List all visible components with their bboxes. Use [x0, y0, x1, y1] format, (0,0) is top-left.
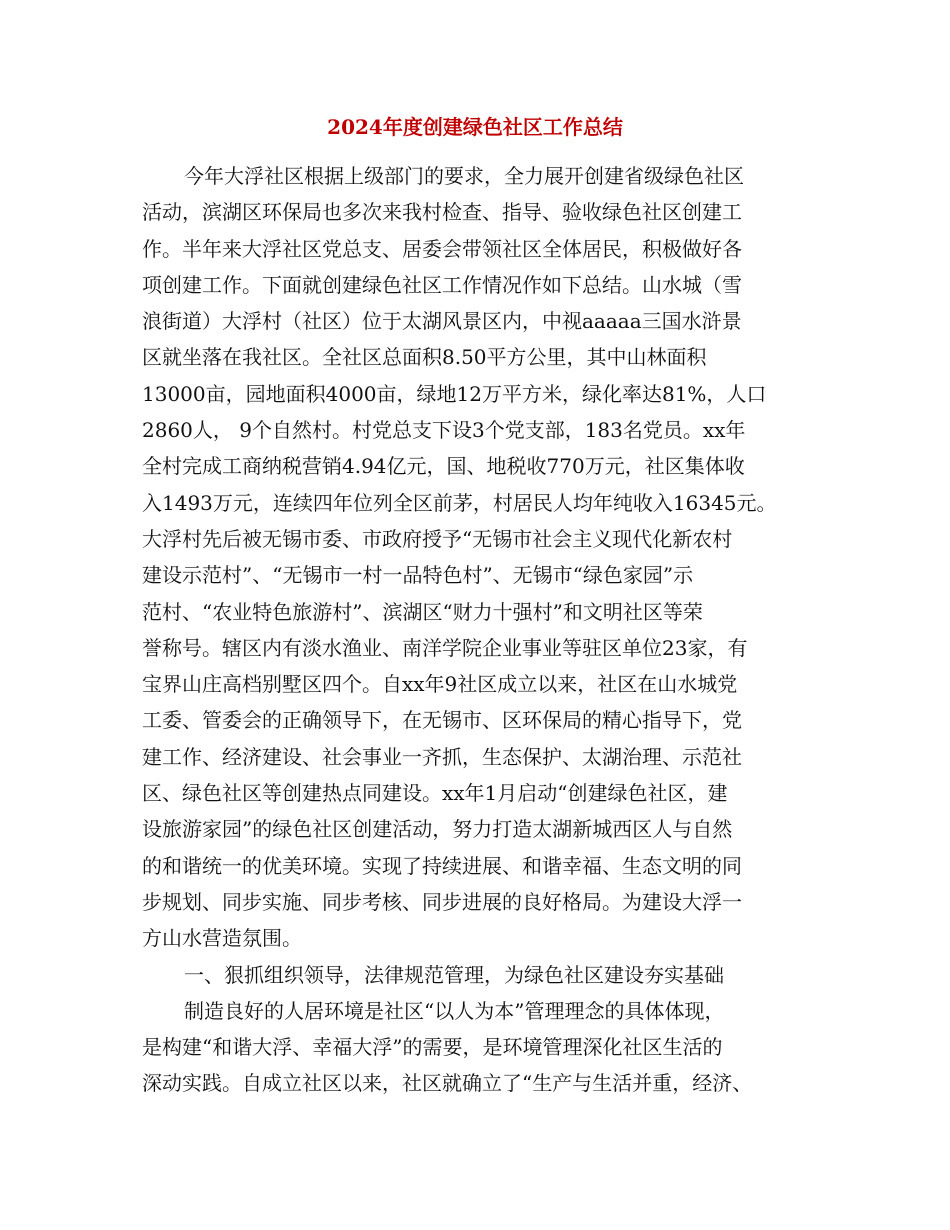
text-line: 设旅游家园”的绿色社区创建活动，努力打造太湖新城西区人与自然 — [142, 817, 733, 842]
text-line: 作。半年来大浮社区党总支、居委会带领社区全体居民，积极做好各 — [142, 236, 742, 261]
text-line: 2860人， 9个自然村。村党总支下设3个党支部，183名党员。xx年 — [142, 418, 746, 443]
text-line: 区就坐落在我社区。全社区总面积8.50平方公里，其中山林面积 — [142, 345, 707, 370]
text-line: 步规划、同步实施、同步考核、同步进展的良好格局。为建设大浮一 — [142, 889, 742, 914]
text-line: 宝界山庄高档别墅区四个。自xx年9社区成立以来，社区在山水城党 — [142, 672, 738, 697]
text-line: 方山水营造氛围。 — [142, 926, 302, 951]
document-body — [142, 158, 822, 1102]
document-title: 2024年度创建绿色社区工作总结 — [327, 115, 623, 139]
text-line: 的和谐统一的优美环境。实现了持续进展、和谐幸福、生态文明的同 — [142, 853, 742, 878]
text-line: 深动实践。自成立社区以来，社区就确立了“生产与生活并重，经济、 — [142, 1071, 753, 1096]
text-line: 全村完成工商纳税营销4.94亿元，国、地税收770万元，社区集体收 — [142, 454, 745, 479]
text-line: 入1493万元，连续四年位列全区前茅，村居民人均年纯收入16345元。 — [142, 490, 777, 515]
text-line: 活动，滨湖区环保局也多次来我村检查、指导、验收绿色社区创建工 — [142, 200, 742, 225]
text-line: 誉称号。辖区内有淡水渔业、南洋学院企业事业等驻区单位23家，有 — [142, 635, 748, 660]
text-line: 范村、“农业特色旅游村”、滨湖区“财力十强村”和文明社区等荣 — [142, 599, 703, 624]
text-line: 浪街道）大浮村（社区）位于太湖风景区内，中视aaaaa三国水浒景 — [142, 309, 742, 334]
text-line: 工委、管委会的正确领导下，在无锡市、区环保局的精心指导下，党 — [142, 708, 742, 733]
text-line: 项创建工作。下面就创建绿色社区工作情况作如下总结。山水城（雪 — [142, 272, 742, 297]
text-line: 13000亩，园地面积4000亩，绿地12万平方米，绿化率达81%，人口 — [142, 381, 767, 406]
text-line: 一、狠抓组织领导，法律规范管理，为绿色社区建设夯实基础 — [184, 962, 724, 987]
text-line: 今年大浮社区根据上级部门的要求，全力展开创建省级绿色社区 — [184, 164, 744, 188]
text-line: 建工作、经济建设、社会事业一齐抓，生态保护、太湖治理、示范社 — [142, 744, 742, 769]
text-line: 制造良好的人居环境是社区“以人为本”管理理念的具体体现， — [184, 998, 725, 1023]
text-line: 大浮村先后被无锡市委、市政府授予“无锡市社会主义现代化新农村 — [142, 526, 733, 551]
text-line: 建设示范村”、“无锡市一村一品特色村”、无锡市“绿色家园”示 — [142, 563, 694, 588]
text-line: 区、绿色社区等创建热点同建设。xx年1月启动“创建绿色社区，建 — [142, 781, 728, 806]
text-line: 是构建“和谐大浮、幸福大浮”的需要，是环境管理深化社区生活的 — [142, 1035, 723, 1060]
